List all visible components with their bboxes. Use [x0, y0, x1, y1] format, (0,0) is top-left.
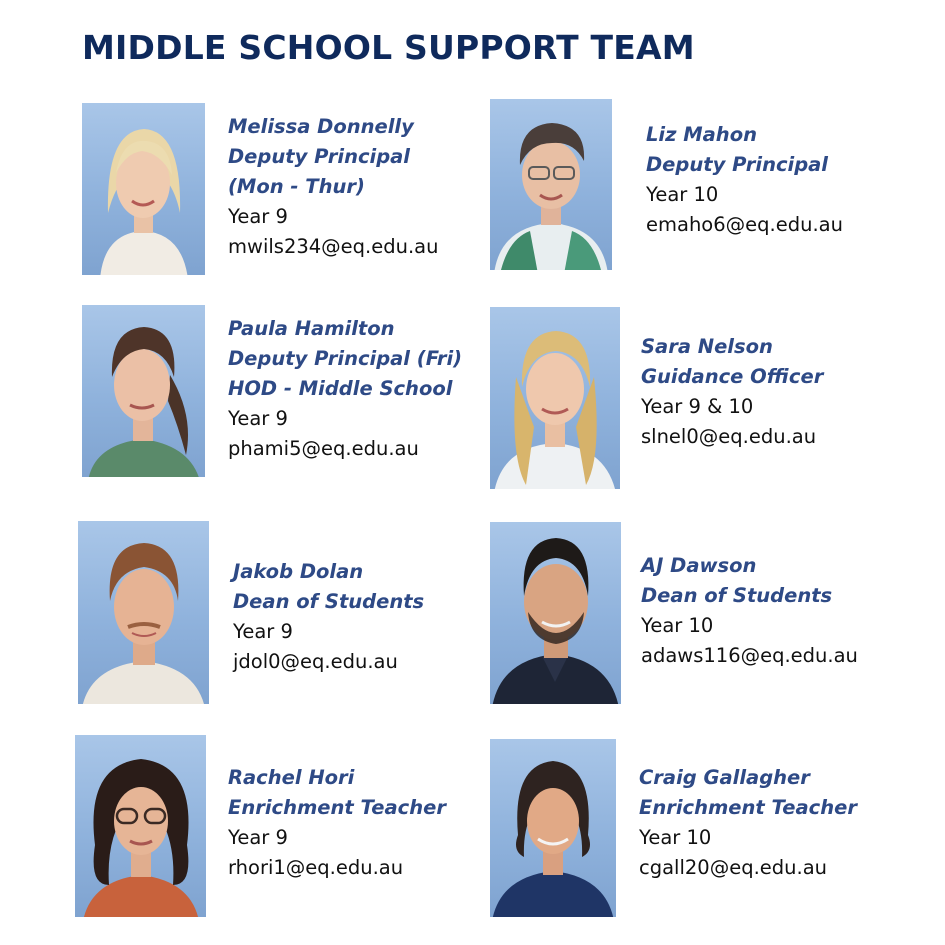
- staff-role: Enrichment Teacher: [639, 796, 857, 819]
- staff-photo: [490, 522, 621, 704]
- staff-year: Year 10: [639, 826, 712, 849]
- staff-name: Liz Mahon: [646, 123, 757, 146]
- staff-year: Year 10: [641, 614, 714, 637]
- staff-year: Year 9 & 10: [641, 395, 754, 418]
- staff-email: mwils234@eq.edu.au: [228, 235, 439, 258]
- staff-email: emaho6@eq.edu.au: [646, 213, 843, 236]
- staff-email: phami5@eq.edu.au: [228, 437, 419, 460]
- staff-role: (Mon - Thur): [228, 175, 365, 198]
- staff-name: Paula Hamilton: [228, 317, 395, 340]
- staff-photo: [490, 99, 612, 270]
- staff-year: Year 9: [228, 205, 288, 228]
- staff-role: Dean of Students: [641, 584, 833, 607]
- staff-role: Deputy Principal (Fri): [228, 347, 463, 370]
- staff-email: slnel0@eq.edu.au: [641, 425, 817, 448]
- staff-photo: [75, 735, 206, 917]
- staff-name: Sara Nelson: [641, 335, 773, 358]
- page-title: MIDDLE SCHOOL SUPPORT TEAM: [82, 28, 695, 67]
- staff-role: Enrichment Teacher: [228, 796, 446, 819]
- staff-role: Guidance Officer: [641, 365, 824, 388]
- staff-photo: [78, 521, 209, 704]
- staff-role: HOD - Middle School: [228, 377, 453, 400]
- staff-role: Deputy Principal: [228, 145, 410, 168]
- staff-name: Rachel Hori: [228, 766, 355, 789]
- staff-name: Craig Gallagher: [639, 766, 810, 789]
- staff-photo: [82, 103, 205, 275]
- staff-year: Year 9: [228, 826, 288, 849]
- staff-email: jdol0@eq.edu.au: [233, 650, 398, 673]
- staff-photo: [490, 739, 616, 917]
- staff-photo: [82, 305, 205, 477]
- staff-name: Melissa Donnelly: [228, 115, 414, 138]
- staff-photo: [490, 307, 620, 489]
- staff-role: Deputy Principal: [646, 153, 828, 176]
- staff-name: AJ Dawson: [641, 554, 757, 577]
- staff-year: Year 9: [228, 407, 288, 430]
- staff-year: Year 9: [233, 620, 293, 643]
- staff-email: rhori1@eq.edu.au: [228, 856, 404, 879]
- staff-email: cgall20@eq.edu.au: [639, 856, 828, 879]
- staff-year: Year 10: [646, 183, 719, 206]
- staff-role: Dean of Students: [233, 590, 425, 613]
- staff-name: Jakob Dolan: [233, 560, 364, 583]
- staff-email: adaws116@eq.edu.au: [641, 644, 858, 667]
